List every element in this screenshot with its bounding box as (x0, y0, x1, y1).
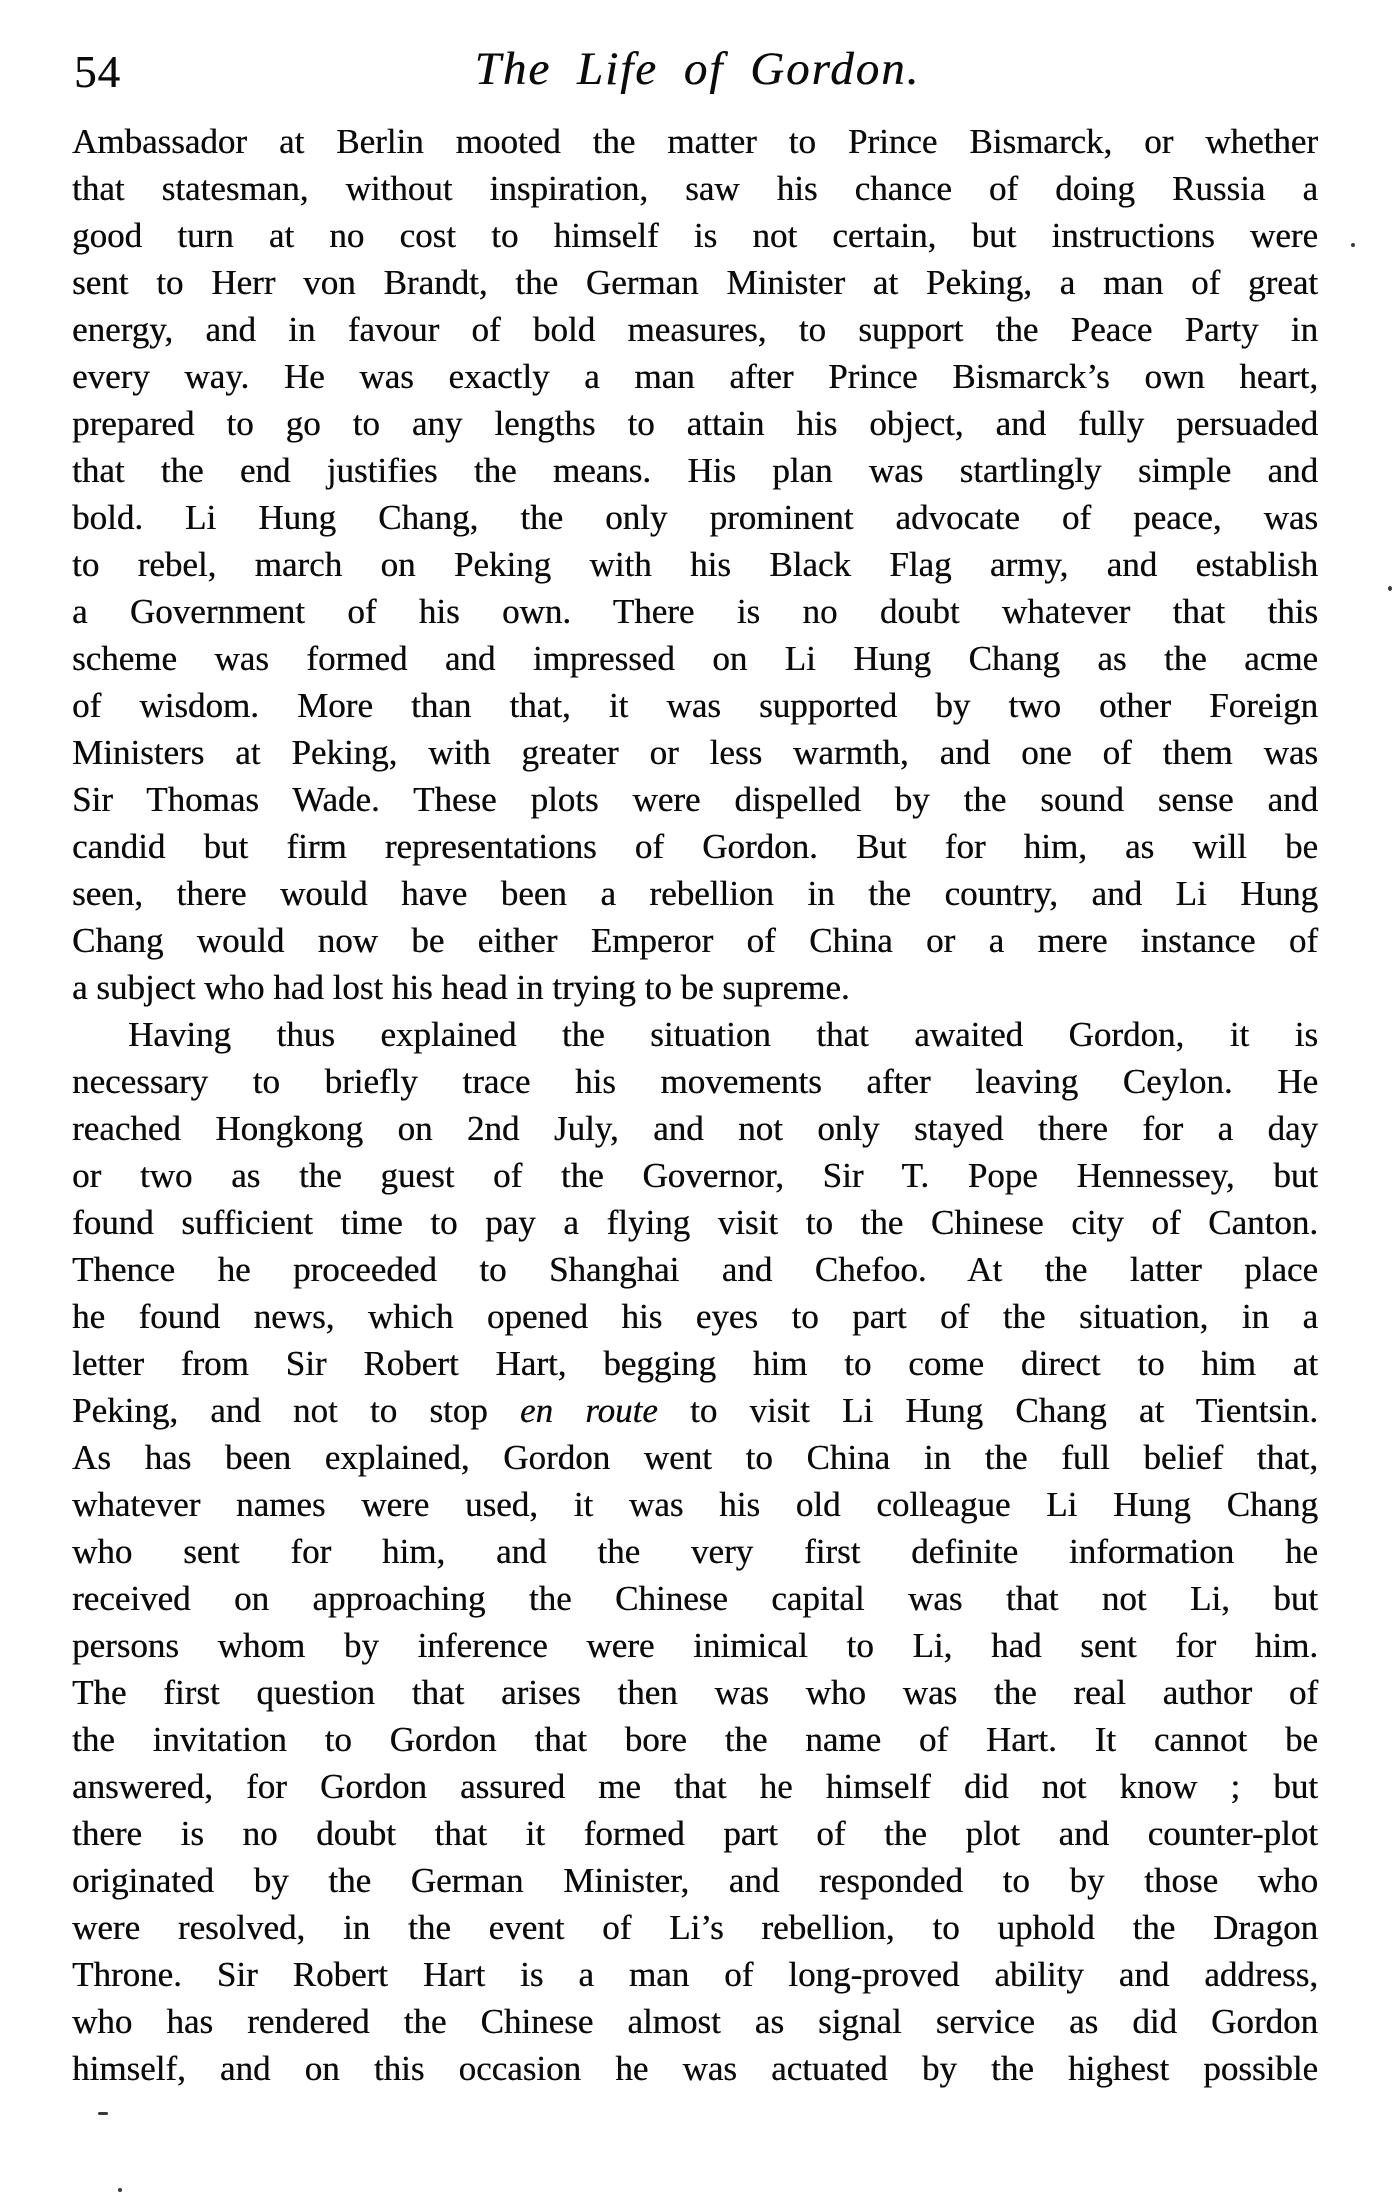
text-segment: good turn at no cost to himself is not certain, but instructions were (72, 216, 1318, 255)
text-segment: the invitation to Gordon that bore the name of Hart. It cannot be (72, 1720, 1318, 1759)
text-segment: candid but firm representations of Gordon. But for him, as will be (72, 827, 1318, 866)
text-segment: every way. He was exactly a man after Prince Bismarck’s own heart, (72, 357, 1318, 396)
text-line (72, 1763, 1318, 1810)
text-line (72, 1716, 1318, 1763)
text-line (72, 165, 1318, 212)
paragraph (72, 1011, 1318, 2092)
text-segment: prepared to go to any lengths to attain his object, and fully persuaded (72, 404, 1318, 443)
text-line (72, 259, 1318, 306)
scan-speck (1351, 243, 1355, 247)
text-segment: answered, for Gordon assured me that he himself did not know ; but (72, 1767, 1318, 1806)
text-line (72, 1575, 1318, 1622)
text-line (72, 1246, 1318, 1293)
page-title: The Life of Gordon. (474, 43, 921, 95)
text-line (72, 870, 1318, 917)
text-segment: Throne. Sir Robert Hart is a man of long-proved ability and address, (72, 1955, 1318, 1994)
scan-speck (1388, 586, 1392, 591)
text-line (72, 1152, 1318, 1199)
text-line (72, 2045, 1318, 2092)
scan-speck (98, 2112, 108, 2115)
text-line (72, 1857, 1318, 1904)
text-line (72, 1622, 1318, 1669)
text-segment: that the end justifies the means. His plan was startlingly simple and (72, 451, 1318, 490)
text-line (72, 1998, 1318, 2045)
italic-phrase: en route (519, 1391, 658, 1430)
text-line (72, 306, 1318, 353)
text-segment: As has been explained, Gordon went to China in the full belief that, (72, 1438, 1318, 1477)
text-line (72, 212, 1318, 259)
text-line (72, 118, 1318, 165)
text-segment: sent to Herr von Brandt, the German Minister at Peking, a man of great (72, 263, 1318, 302)
text-segment: a Government of his own. There is no doubt whatever that this (72, 592, 1318, 631)
text-line (72, 1904, 1318, 1951)
text-segment: Chang would now be either Emperor of China or a mere instance of (72, 921, 1318, 960)
text-line (72, 1810, 1318, 1857)
text-segment: who sent for him, and the very first definite information he (72, 1532, 1318, 1571)
text-line (72, 541, 1318, 588)
text-segment: he found news, which opened his eyes to part of the situation, in a (72, 1297, 1318, 1336)
text-segment: Sir Thomas Wade. These plots were dispelled by the sound sense and (72, 780, 1318, 819)
text-segment: there is no doubt that it formed part of the plot and counter-plot (72, 1814, 1318, 1853)
text-segment: scheme was formed and impressed on Li Hung Chang as the acme (72, 639, 1318, 678)
text-segment: of wisdom. More than that, it was supported by two other Foreign (72, 686, 1318, 725)
page-number: 54 (74, 47, 121, 97)
text-segment: Ambassador at Berlin mooted the matter to Prince Bismarck, or whether (72, 122, 1318, 161)
text-segment: Having thus explained the situation that awaited Gordon, it is (128, 1015, 1318, 1054)
text-line (72, 494, 1318, 541)
text-line (72, 1058, 1318, 1105)
text-line (72, 729, 1318, 776)
text-line (72, 776, 1318, 823)
text-segment: or two as the guest of the Governor, Sir T. Pope Hennessey, but (72, 1156, 1318, 1195)
text-segment: found sufficient time to pay a flying visit to the Chinese city of Canton. (72, 1203, 1318, 1242)
text-line (72, 1481, 1318, 1528)
text-segment: a subject who had lost his head in trying to be supreme. (72, 968, 850, 1007)
text-segment: necessary to briefly trace his movements after leaving Ceylon. He (72, 1062, 1318, 1101)
text-line (72, 635, 1318, 682)
text-line (72, 1528, 1318, 1575)
text-line (72, 823, 1318, 870)
text-segment: who has rendered the Chinese almost as signal service as did Gordon (72, 2002, 1318, 2041)
text-line (72, 353, 1318, 400)
text-line (72, 1011, 1318, 1058)
scan-speck (118, 2188, 122, 2192)
text-line (72, 1434, 1318, 1481)
text-line (72, 400, 1318, 447)
page-body (72, 118, 1318, 2092)
text-segment: energy, and in favour of bold measures, to support the Peace Party in (72, 310, 1318, 349)
text-line (72, 1387, 1318, 1434)
text-segment: reached Hongkong on 2nd July, and not only stayed there for a day (72, 1109, 1318, 1148)
text-segment: bold. Li Hung Chang, the only prominent advocate of peace, was (72, 498, 1318, 537)
text-line (72, 447, 1318, 494)
text-line (72, 1951, 1318, 1998)
text-segment: letter from Sir Robert Hart, begging him to come direct to him at (72, 1344, 1318, 1383)
text-segment: The first question that arises then was who was the real author of (72, 1673, 1318, 1712)
text-line (72, 682, 1318, 729)
text-segment: himself, and on this occasion he was actuated by the highest possible (72, 2049, 1318, 2088)
text-line (72, 588, 1318, 635)
text-line (72, 1669, 1318, 1716)
paragraph (72, 118, 1318, 1011)
text-segment: to visit Li Hung Chang at Tientsin. (657, 1391, 1318, 1430)
text-line (72, 917, 1318, 964)
text-line (72, 1105, 1318, 1152)
text-segment: originated by the German Minister, and responded to by those who (72, 1861, 1318, 1900)
text-segment: were resolved, in the event of Li’s rebellion, to uphold the Dragon (72, 1908, 1318, 1947)
text-segment: received on approaching the Chinese capital was that not Li, but (72, 1579, 1318, 1618)
text-segment: persons whom by inference were inimical to Li, had sent for him. (72, 1626, 1318, 1665)
text-line (72, 964, 1318, 1011)
text-segment: Ministers at Peking, with greater or less warmth, and one of them was (72, 733, 1318, 772)
text-segment: that statesman, without inspiration, saw his chance of doing Russia a (72, 169, 1318, 208)
text-line (72, 1340, 1318, 1387)
text-line (72, 1199, 1318, 1246)
text-line (72, 1293, 1318, 1340)
text-segment: to rebel, march on Peking with his Black Flag army, and establish (72, 545, 1318, 584)
text-segment: Thence he proceeded to Shanghai and Chefoo. At the latter place (72, 1250, 1318, 1289)
text-segment: Peking, and not to stop (72, 1391, 520, 1430)
text-segment: seen, there would have been a rebellion in the country, and Li Hung (72, 874, 1318, 913)
text-segment: whatever names were used, it was his old colleague Li Hung Chang (72, 1485, 1318, 1524)
